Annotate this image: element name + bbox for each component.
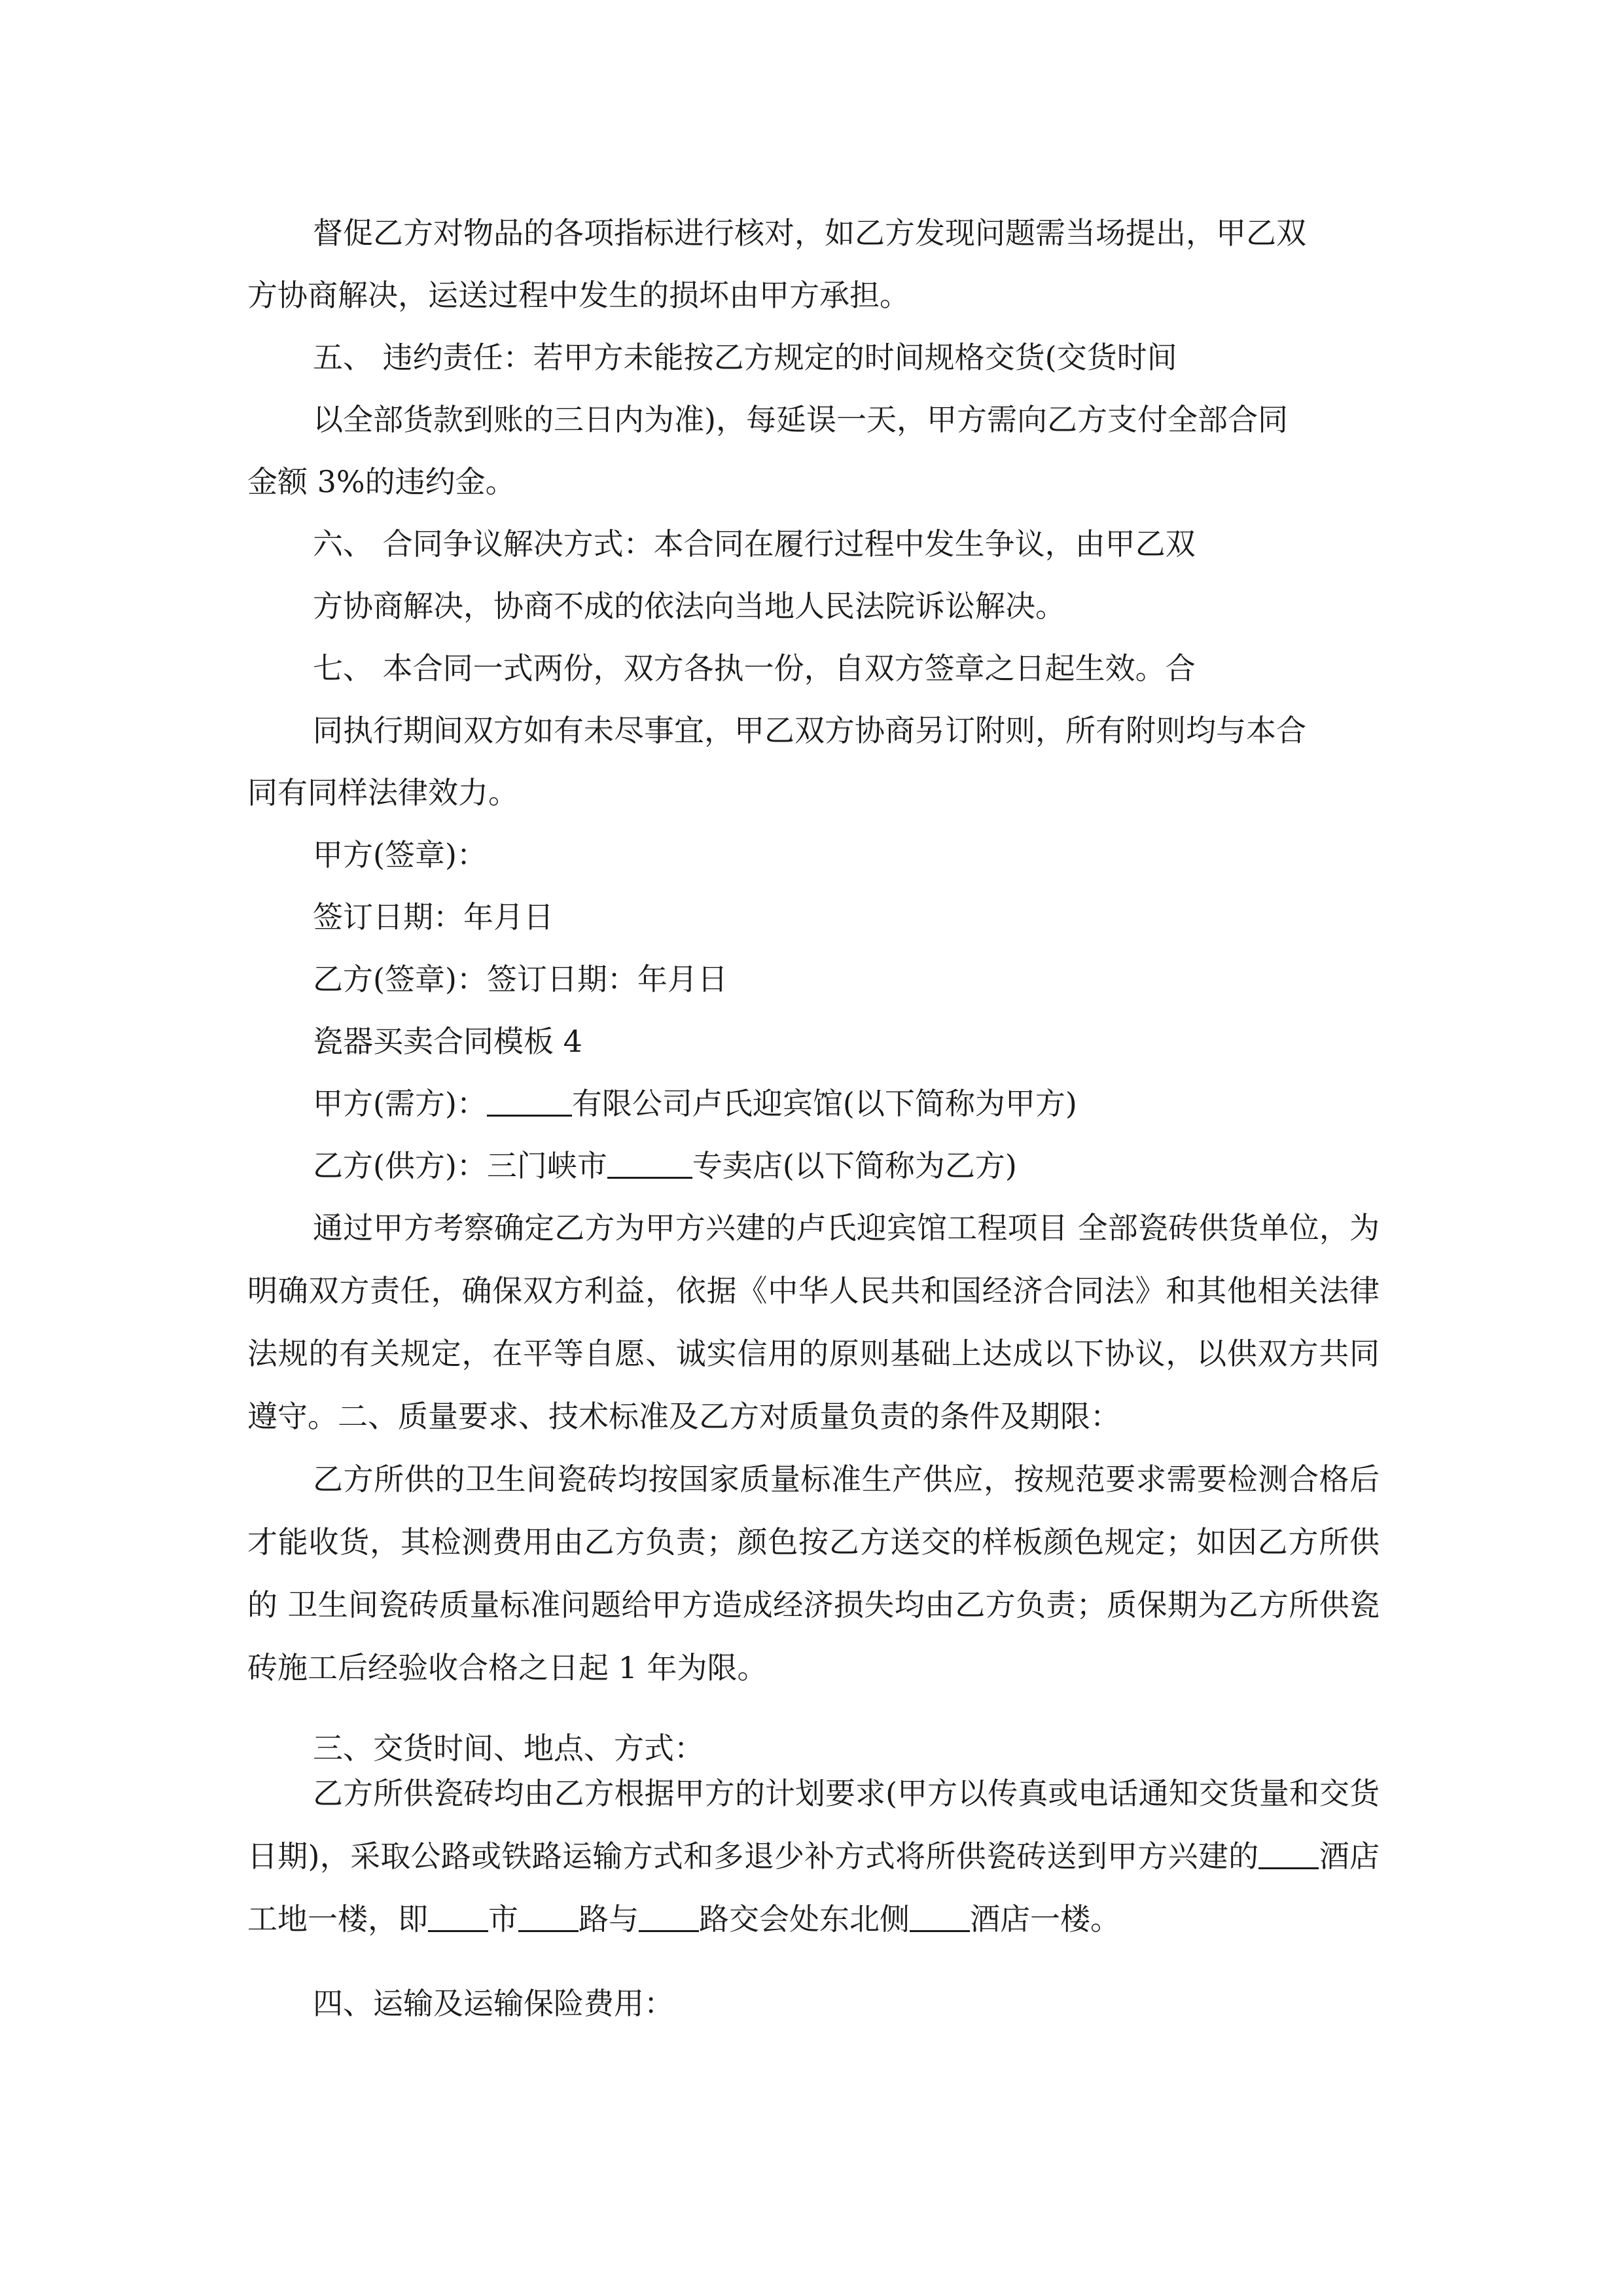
sign-date-line: 签订日期：年月日 [313, 899, 554, 935]
clause-7-heading: 七、 本合同一式两份，双方各执一份，自双方签章之日起生效。合 [313, 651, 1196, 686]
party-a-name: 有限公司卢氏迎宾馆(以下简称为甲方) [571, 1086, 1077, 1121]
text-line: 同有同样法律效力。 [247, 775, 518, 810]
delivery-text: 路交会处东北侧 [699, 1901, 910, 1937]
text-line: 以全部货款到账的三日内为准)，每延误一天，甲方需向乙方支付全部合同 [313, 402, 1288, 437]
delivery-text: 市 [488, 1901, 518, 1937]
section-title: 瓷器买卖合同模板 4 [313, 1024, 582, 1059]
text-line: 方协商解决，协商不成的依法向当地人民法院诉讼解决。 [313, 588, 1065, 624]
delivery-text: 酒店一楼。 [970, 1901, 1120, 1937]
fill-in-blank [518, 1904, 579, 1932]
party-b-name: 专卖店(以下简称为乙方) [692, 1148, 1017, 1183]
delivery-text: 酒店工地一楼，即 [247, 1839, 1380, 1937]
transport-heading: 四、运输及运输保险费用： [313, 1986, 674, 2021]
clause-6-heading: 六、 合同争议解决方式：本合同在履行过程中发生争议，由甲乙双 [313, 526, 1196, 562]
clause-5-heading: 五、 违约责任：若甲方未能按乙方规定的时间规格交货(交货时间 [313, 340, 1177, 375]
text-line: 督促乙方对物品的各项指标进行核对，如乙方发现问题需当场提出，甲乙双 [313, 215, 1306, 251]
party-b-line [313, 1145, 1017, 1186]
party-b-label: 乙方(供方)：三门峡市 [313, 1148, 607, 1183]
fill-in-blank [607, 1151, 692, 1179]
fill-in-blank [428, 1904, 488, 1932]
text-line: 同执行期间双方如有未尽事宜，甲乙双方协商另订附则，所有附则均与本合 [313, 713, 1306, 748]
delivery-paragraph [247, 1762, 1380, 1950]
purpose-paragraph: 通过甲方考察确定乙方为甲方兴建的卢氏迎宾馆工程项目 全部瓷砖供货单位，为明确双方责任，确保双方利益，依据《中华人民共和国经济合同法》和其他相关法律法规的有关规定，在平等自愿、诚实信用的原则基础上达成以下协议，以供双方共同遵守。二、质量要求、技术标准及乙方对质量负责的条件及期限： [247, 1210, 1380, 1434]
fill-in-blank [1258, 1841, 1319, 1869]
fill-in-blank [639, 1904, 699, 1932]
delivery-text: 乙方所供瓷砖均由乙方根据甲方的计划要求(甲方以传真或电话通知交货量和交货日期)，采取公路或铁路运输方式和多退少补方式将所供瓷砖送到甲方兴建的 [247, 1776, 1380, 1874]
quality-paragraph: 乙方所供的卫生间瓷砖均按国家质量标准生产供应，按规范要求需要检测合格后才能收货，其检测费用由乙方负责；颜色按乙方送交的样板颜色规定；如因乙方所供的 卫生间瓷砖质量标准问题给甲方造成经济损失均由乙方负责；质保期为乙方所供瓷砖施工后经验收合格之日起 1 年为限。 [247, 1462, 1380, 1685]
fill-in-blank [910, 1904, 970, 1932]
text-line: 金额 3%的违约金。 [247, 464, 516, 499]
party-a-signature-line: 甲方(签章)： [313, 837, 487, 872]
party-a-line [313, 1083, 1077, 1124]
party-b-signature-line: 乙方(签章)：签订日期：年月日 [313, 961, 728, 997]
fill-in-blank [487, 1088, 572, 1117]
text-line: 方协商解决，运送过程中发生的损坏由甲方承担。 [247, 278, 910, 313]
party-a-label: 甲方(需方)： [313, 1086, 487, 1121]
delivery-text: 路与 [579, 1901, 639, 1937]
delivery-heading: 三、交货时间、地点、方式： [313, 1731, 704, 1766]
